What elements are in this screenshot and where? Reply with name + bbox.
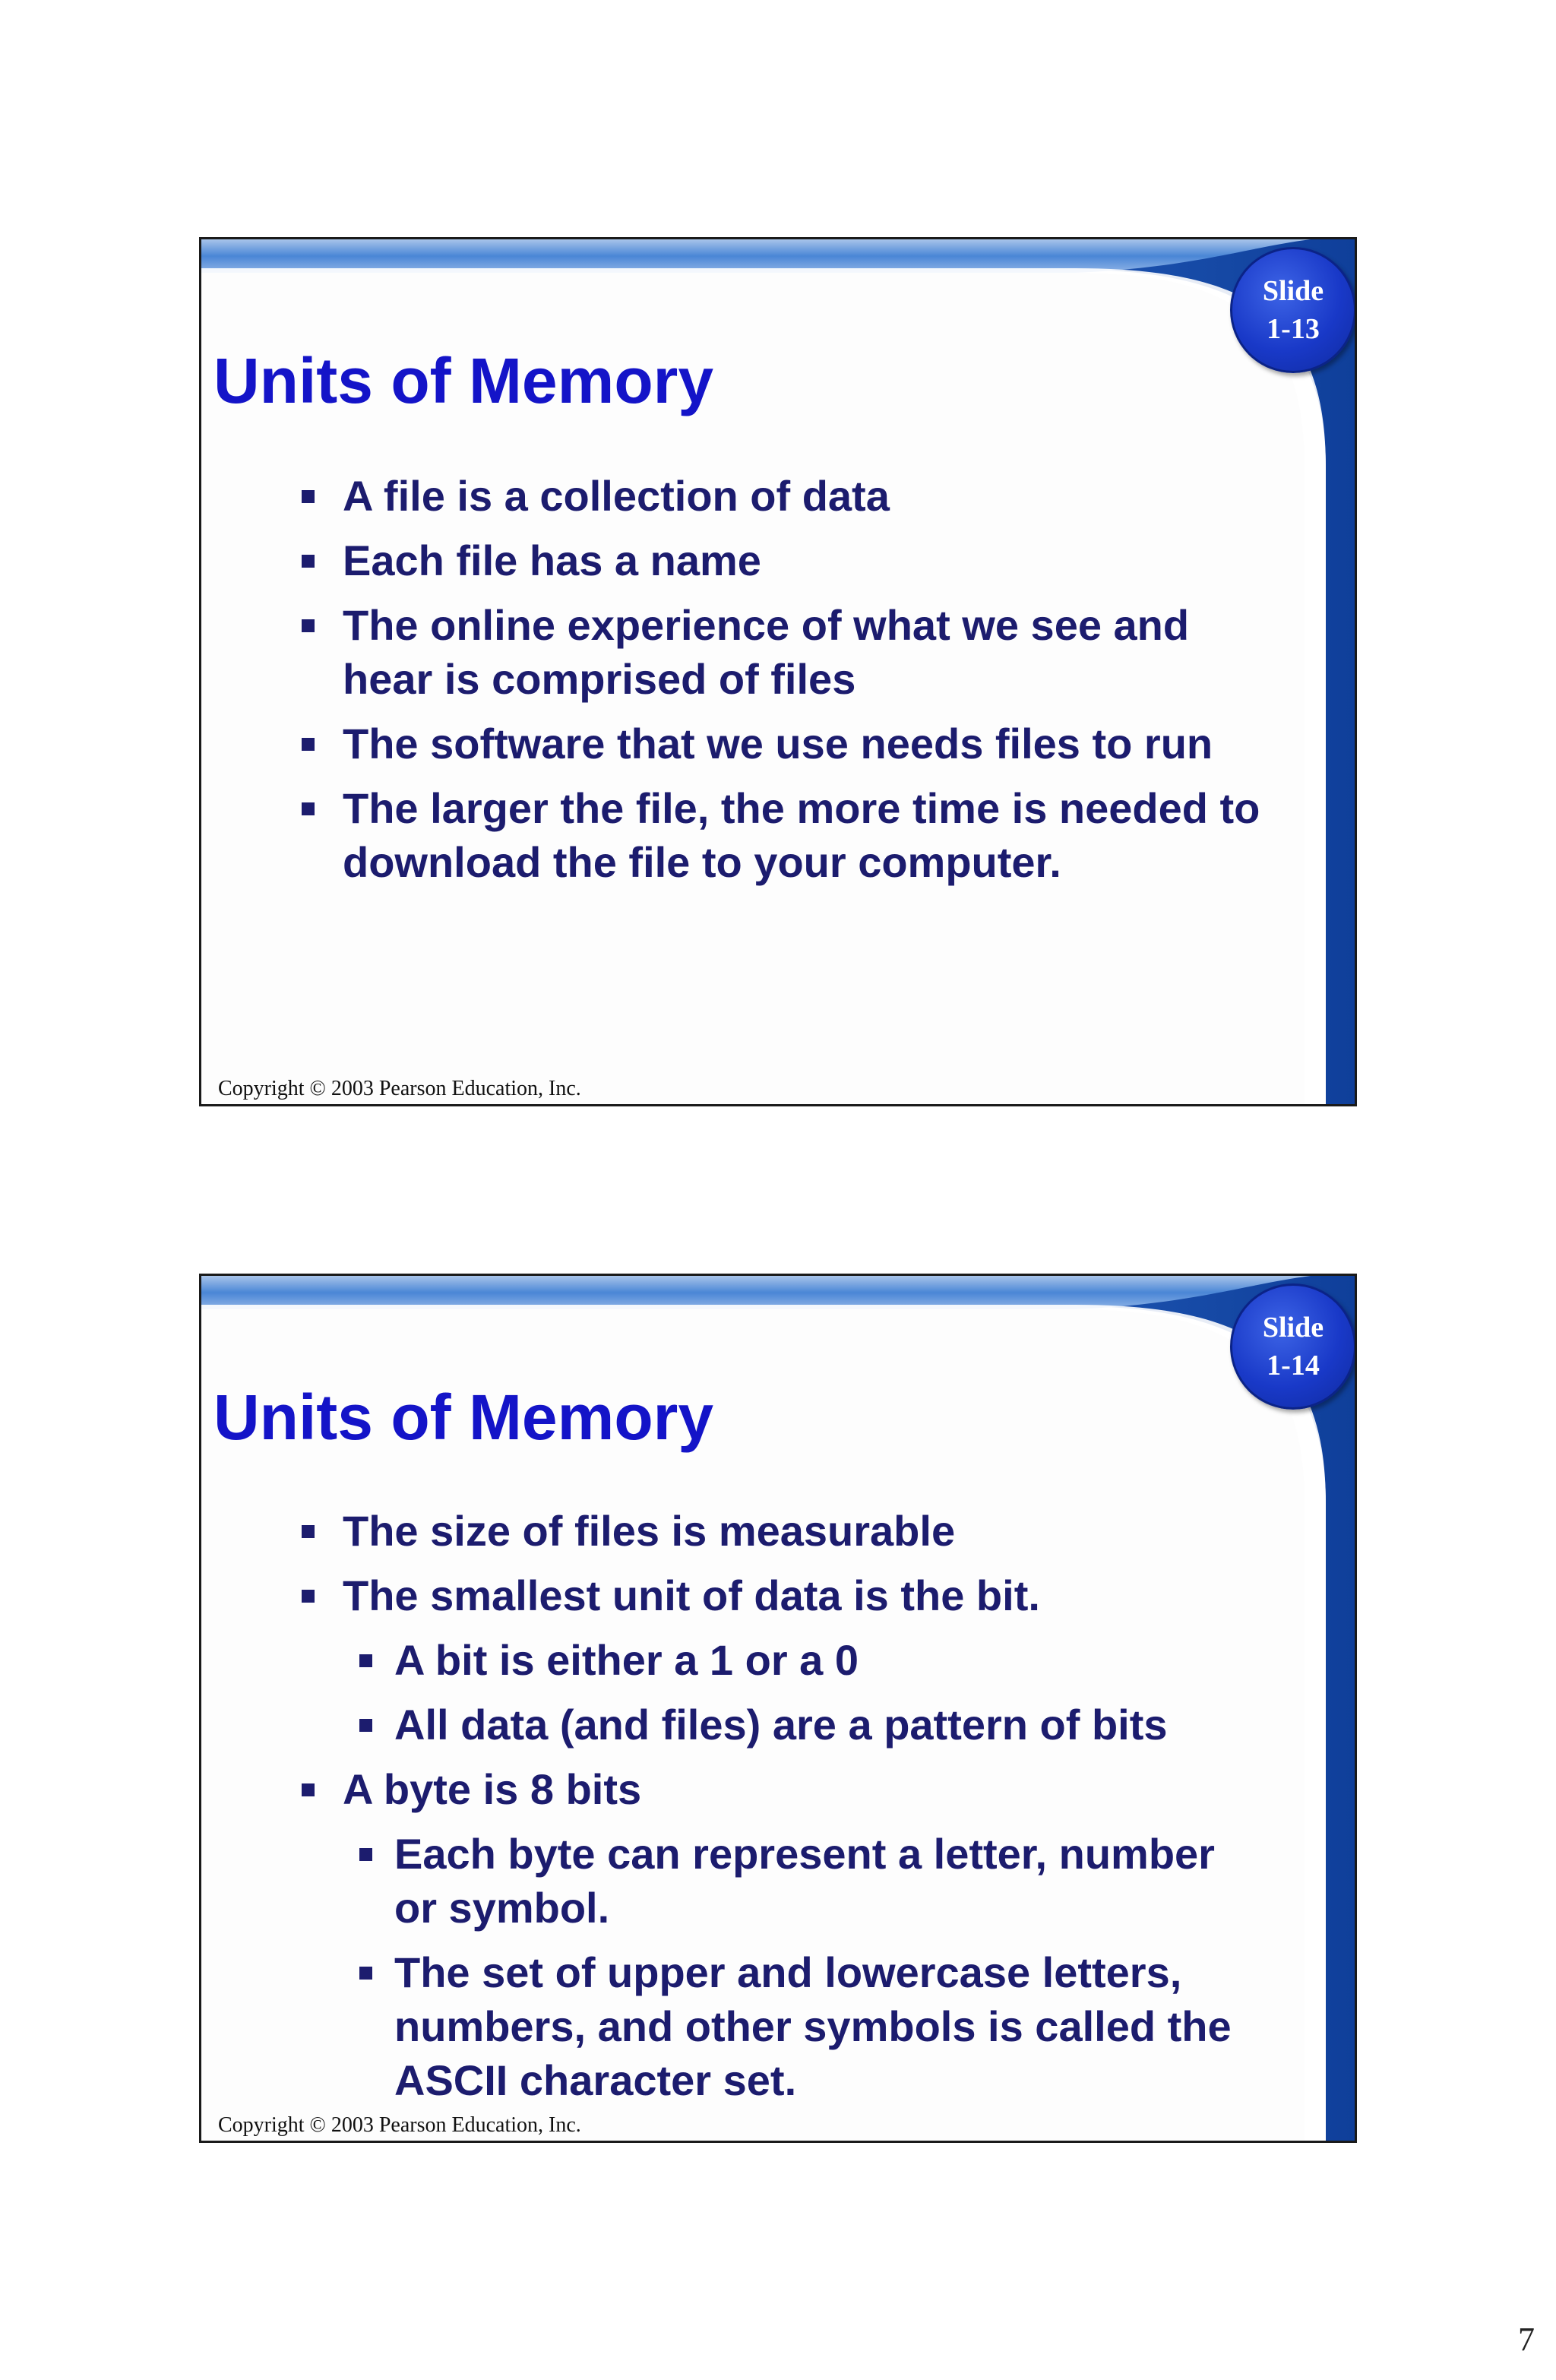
square-bullet-icon <box>302 555 315 568</box>
square-bullet-icon <box>359 1967 372 1980</box>
badge-number: 1-14 <box>1267 1350 1320 1381</box>
bullet-item: A file is a collection of data <box>201 469 1265 523</box>
slide-1-14 <box>199 1274 1357 2143</box>
square-bullet-icon <box>302 738 315 751</box>
bullet-item: The larger the file, the more time is needed to download the file to your computer. <box>201 781 1265 889</box>
bullet-list <box>201 469 1265 900</box>
slide-title: Units of Memory <box>213 1381 714 1453</box>
sub-bullet-item: A bit is either a 1 or a 0 <box>201 1633 1265 1687</box>
square-bullet-icon <box>302 802 315 815</box>
square-bullet-icon <box>302 490 315 503</box>
sub-bullet-item: All data (and files) are a pattern of bits <box>201 1698 1265 1752</box>
slide-title: Units of Memory <box>213 345 714 416</box>
bullet-item: The software that we use needs files to run <box>201 717 1265 771</box>
square-bullet-icon <box>359 1654 372 1667</box>
sub-bullet-item: Each byte can represent a letter, number or symbol. <box>201 1827 1265 1935</box>
slide-number-badge <box>1230 1283 1356 1410</box>
bullet-item: Each file has a name <box>201 533 1265 587</box>
square-bullet-icon <box>302 1783 315 1796</box>
copyright-notice: Copyright © 2003 Pearson Education, Inc. <box>218 2113 581 2137</box>
square-bullet-icon <box>359 1719 372 1732</box>
slide-1-13 <box>199 237 1357 1106</box>
badge-label: Slide <box>1262 275 1324 307</box>
page-number: 7 <box>1518 2321 1535 2358</box>
bullet-item: The size of files is measurable <box>201 1504 1265 1558</box>
slide-number-badge <box>1230 247 1356 373</box>
square-bullet-icon <box>302 1525 315 1538</box>
sub-bullet-item: The set of upper and lowercase letters, numbers, and other symbols is called the ASCII character set. <box>201 1945 1265 2107</box>
square-bullet-icon <box>302 1590 315 1603</box>
bullet-list <box>201 1504 1265 2118</box>
square-bullet-icon <box>359 1848 372 1861</box>
copyright-notice: Copyright © 2003 Pearson Education, Inc. <box>218 1077 581 1100</box>
square-bullet-icon <box>302 619 315 632</box>
bullet-item: The online experience of what we see and hear is comprised of files <box>201 598 1265 706</box>
bullet-item: A byte is 8 bits <box>201 1762 1265 1816</box>
badge-number: 1-13 <box>1267 313 1320 345</box>
badge-label: Slide <box>1262 1312 1324 1343</box>
bullet-item: The smallest unit of data is the bit. <box>201 1568 1265 1622</box>
